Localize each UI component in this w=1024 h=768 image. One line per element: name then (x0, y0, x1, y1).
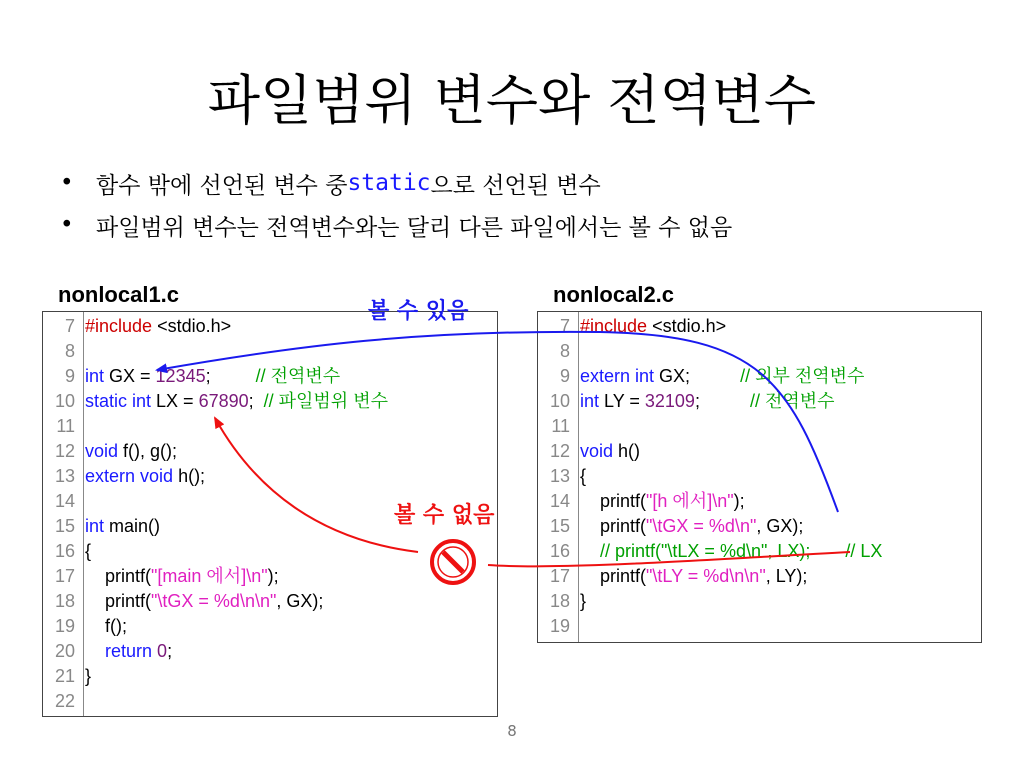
line-number: 15 (54, 516, 75, 536)
code-token: ; (248, 391, 264, 411)
code-token: <stdio.h> (652, 316, 727, 336)
line-number: 17 (54, 566, 75, 586)
code-token: ; (167, 641, 173, 661)
code-token: <stdio.h> (157, 316, 232, 336)
code-token: // printf("\tLX = %d\n", LX); // LX (580, 541, 883, 561)
line-number: 15 (549, 516, 570, 536)
code-token: void (85, 441, 124, 461)
code-token: } (85, 666, 92, 686)
code-token: { (85, 541, 92, 561)
prohibited-icon (432, 541, 474, 583)
file2-name: nonlocal2.c (553, 282, 675, 307)
file1-name: nonlocal1.c (58, 282, 180, 307)
line-number: 17 (549, 566, 570, 586)
code-token: void (580, 441, 619, 461)
code-token: ); (267, 566, 279, 586)
code-token: extern int (580, 366, 660, 386)
slide-title: 파일범위 변수와 전역변수 (207, 69, 817, 132)
code-token: ; (205, 366, 256, 386)
code-token: printf( (580, 516, 647, 536)
code-token: "\tLY = %d\n\n" (646, 566, 766, 586)
line-number: 7 (559, 316, 570, 336)
code-token: int (85, 366, 110, 386)
visible-label: 볼 수 있음 (368, 299, 469, 324)
line-number: 21 (54, 666, 75, 686)
bullet-code-static: static (347, 170, 431, 196)
bullet-marker: • (60, 212, 74, 238)
code-token: f(); (85, 616, 127, 636)
code-token: "\tGX = %d\n\n" (151, 591, 277, 611)
line-number: 12 (549, 441, 570, 461)
line-number: 16 (54, 541, 75, 561)
code-token: GX = (109, 366, 156, 386)
not-visible-label: 볼 수 없음 (394, 503, 495, 528)
line-number: 10 (549, 391, 570, 411)
code-token: int (580, 391, 605, 411)
line-number: 19 (54, 616, 75, 636)
line-number: 22 (54, 691, 75, 711)
line-number: 8 (559, 341, 570, 361)
bullet-marker: • (60, 170, 74, 196)
line-number: 13 (549, 466, 570, 486)
code-token: f(), g(); (123, 441, 178, 461)
visible-arrow (157, 332, 838, 512)
code-token: printf( (580, 566, 647, 586)
code-token: { (580, 466, 587, 486)
code-token: printf( (85, 566, 152, 586)
line-number: 18 (549, 591, 570, 611)
line-number: 20 (54, 641, 75, 661)
line-number: 19 (549, 616, 570, 636)
code-token: static int (85, 391, 157, 411)
line-number: 14 (54, 491, 75, 511)
code-token: // 전역변수 (255, 366, 341, 386)
code-token: h() (618, 441, 641, 461)
code-token: extern void (85, 466, 179, 486)
code-token: main() (109, 516, 161, 536)
code-token: // 파일범위 변수 (263, 391, 388, 411)
line-number: 18 (54, 591, 75, 611)
code-token: return (105, 641, 158, 661)
code-token: "[h 에서]\n" (646, 491, 734, 511)
code-token: "\tGX = %d\n" (646, 516, 757, 536)
bullet-text-after: 으로 선언된 변수 (430, 172, 601, 199)
line-number: 9 (64, 366, 75, 386)
code-token: , LY); (765, 566, 808, 586)
code-token: ; (694, 391, 750, 411)
code-token: // 전역변수 (749, 391, 835, 411)
code-token: 67890 (198, 391, 249, 411)
code-token: printf( (580, 491, 647, 511)
code-token: , GX); (756, 516, 804, 536)
bullet-text: 파일범위 변수는 전역변수와는 달리 다른 파일에서는 볼 수 없음 (96, 214, 733, 241)
code-token: int (85, 516, 110, 536)
code-token: #include (580, 316, 653, 336)
code-token: // 외부 전역변수 (740, 366, 865, 386)
code-token: GX; (659, 366, 741, 386)
code-token: 0 (157, 641, 168, 661)
line-number: 7 (64, 316, 75, 336)
line-number: 14 (549, 491, 570, 511)
line-number: 13 (54, 466, 75, 486)
line-number: 16 (549, 541, 570, 561)
page-number: 8 (507, 722, 517, 740)
line-number: 11 (551, 416, 570, 436)
code-token: } (580, 591, 587, 611)
code-token: #include (85, 316, 158, 336)
bullet-text-before: 함수 밖에 선언된 변수 중 (96, 172, 348, 199)
line-number: 8 (64, 341, 75, 361)
not-visible-arrow-upper (215, 418, 418, 552)
line-number: 11 (56, 416, 75, 436)
code-token: "[main 에서]\n" (151, 566, 268, 586)
code-token: printf( (85, 591, 152, 611)
code-token: LY = (604, 391, 645, 411)
code-token: ); (733, 491, 745, 511)
code-token: LX = (156, 391, 199, 411)
code-token: h(); (178, 466, 206, 486)
code-token: , GX); (276, 591, 324, 611)
code-token: 32109 (644, 391, 695, 411)
line-number: 9 (559, 366, 570, 386)
line-number: 10 (54, 391, 75, 411)
line-number: 12 (54, 441, 75, 461)
code-token: 12345 (155, 366, 206, 386)
not-visible-arrow-lower (488, 552, 850, 566)
